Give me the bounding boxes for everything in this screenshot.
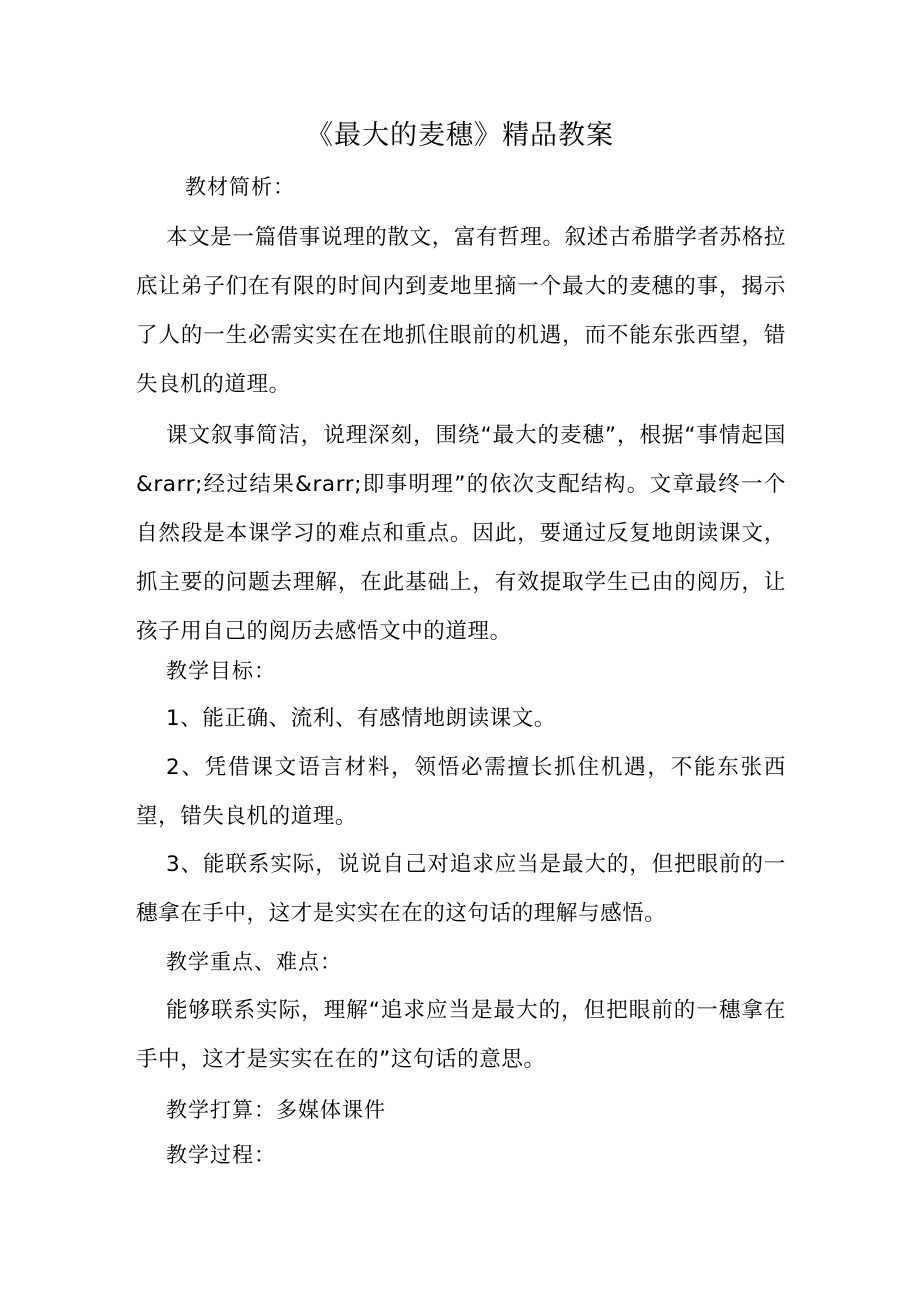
process-heading: 教学过程： — [166, 1143, 276, 1167]
keypoints-heading: 教学重点、难点： — [166, 950, 342, 974]
analysis-paragraph-2: 课文叙事简洁，说理深刻，围绕“最大的麦穗”，根据“事情起国&rarr;经过结果&rarr;即事明理”的依次支配结构。文章最终一个自然段是本课学习的难点和重点。因此，要通过反复地朗读课文，抓主要的问题去理解，在此基础上，有效提取学生已由的阅历，让孩子用自己的阅历去感悟文中的道理。 — [136, 423, 786, 644]
analysis-paragraph-1: 本文是一篇借事说理的散文，富有哲理。叙述古希腊学者苏格拉底让弟子们在有限的时间内到麦地里摘一个最大的麦穗的事，揭示了人的一生必需实实在在地抓住眼前的机遇，而不能东张西望，错失良机的道理。 — [136, 225, 786, 397]
goal-item-1: 1、能正确、流利、有感情地朗读课文。 — [166, 706, 556, 731]
analysis-heading: 教材简析： — [185, 175, 295, 199]
document-title: 《最大的麦穗》精品教案 — [306, 120, 614, 151]
goal-item-2: 2、凭借课文语言材料，领悟必需擅长抓住机遇，不能东张西望，错失良机的道理。 — [136, 755, 786, 829]
goal-item-3: 3、能联系实际，说说自己对追求应当是最大的，但把眼前的一穗拿在手中，这才是实实在在的这句话的理解与感悟。 — [136, 852, 786, 926]
keypoints-text: 能够联系实际，理解“追求应当是最大的，但把眼前的一穗拿在手中，这才是实实在在的”这句话的意思。 — [136, 998, 786, 1072]
goals-heading: 教学目标： — [166, 659, 276, 683]
preparation-heading: 教学打算：多媒体课件 — [166, 1098, 386, 1122]
